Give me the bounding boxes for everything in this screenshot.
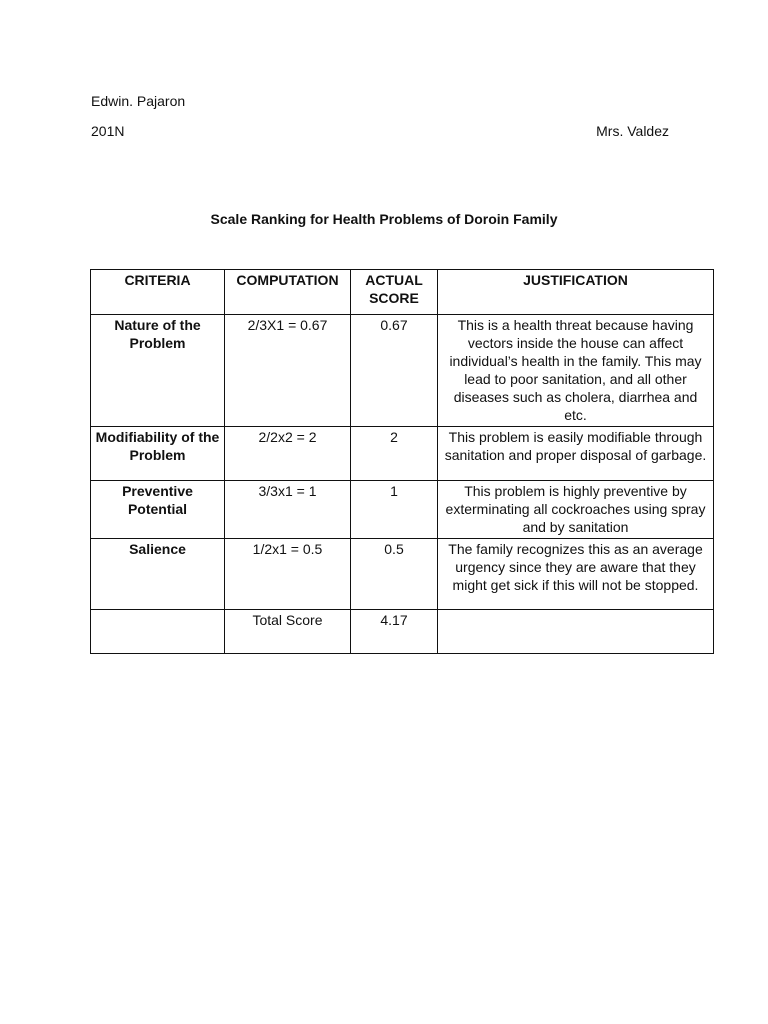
table-row xyxy=(91,481,714,539)
author-name: Edwin. Pajaron xyxy=(91,93,186,109)
total-row xyxy=(91,610,714,654)
table-header-row xyxy=(91,270,714,315)
header-computation: COMPUTATION xyxy=(225,270,351,315)
score-cell: 2 xyxy=(351,427,438,481)
justification-cell: The family recognizes this as an average urgency since they are aware that they might get sick if this will not be stopped. xyxy=(438,539,714,610)
score-cell: 0.67 xyxy=(351,315,438,427)
justification-cell: This problem is easily modifiable through sanitation and proper disposal of garbage. xyxy=(438,427,714,481)
scale-ranking-table xyxy=(90,269,714,654)
justification-cell: This problem is highly preventive by exterminating all cockroaches using spray and by sanitation xyxy=(438,481,714,539)
criteria-cell: Nature of the Problem xyxy=(91,315,225,427)
header-criteria: CRITERIA xyxy=(91,270,225,315)
total-criteria-cell xyxy=(91,610,225,654)
computation-cell: 2/2x2 = 2 xyxy=(225,427,351,481)
total-score-cell: 4.17 xyxy=(351,610,438,654)
criteria-cell: Salience xyxy=(91,539,225,610)
criteria-cell: Modifiability of the Problem xyxy=(91,427,225,481)
criteria-cell: Preventive Potential xyxy=(91,481,225,539)
score-cell: 0.5 xyxy=(351,539,438,610)
total-justification-cell xyxy=(438,610,714,654)
computation-cell: 1/2x1 = 0.5 xyxy=(225,539,351,610)
computation-cell: 2/3X1 = 0.67 xyxy=(225,315,351,427)
justification-cell: This is a health threat because having vectors inside the house can affect individual’s health in the family. This may lead to poor sanitation, and all other diseases such as cholera, diarrhea and etc. xyxy=(438,315,714,427)
total-label-cell: Total Score xyxy=(225,610,351,654)
header-justification: JUSTIFICATION xyxy=(438,270,714,315)
section-code: 201N xyxy=(91,123,125,139)
table-row xyxy=(91,315,714,427)
table-row xyxy=(91,539,714,610)
table-row xyxy=(91,427,714,481)
score-cell: 1 xyxy=(351,481,438,539)
computation-cell: 3/3x1 = 1 xyxy=(225,481,351,539)
teacher-name: Mrs. Valdez xyxy=(596,123,669,139)
document-title: Scale Ranking for Health Problems of Doroin Family xyxy=(210,211,558,227)
header-actual-score: ACTUAL SCORE xyxy=(351,270,438,315)
